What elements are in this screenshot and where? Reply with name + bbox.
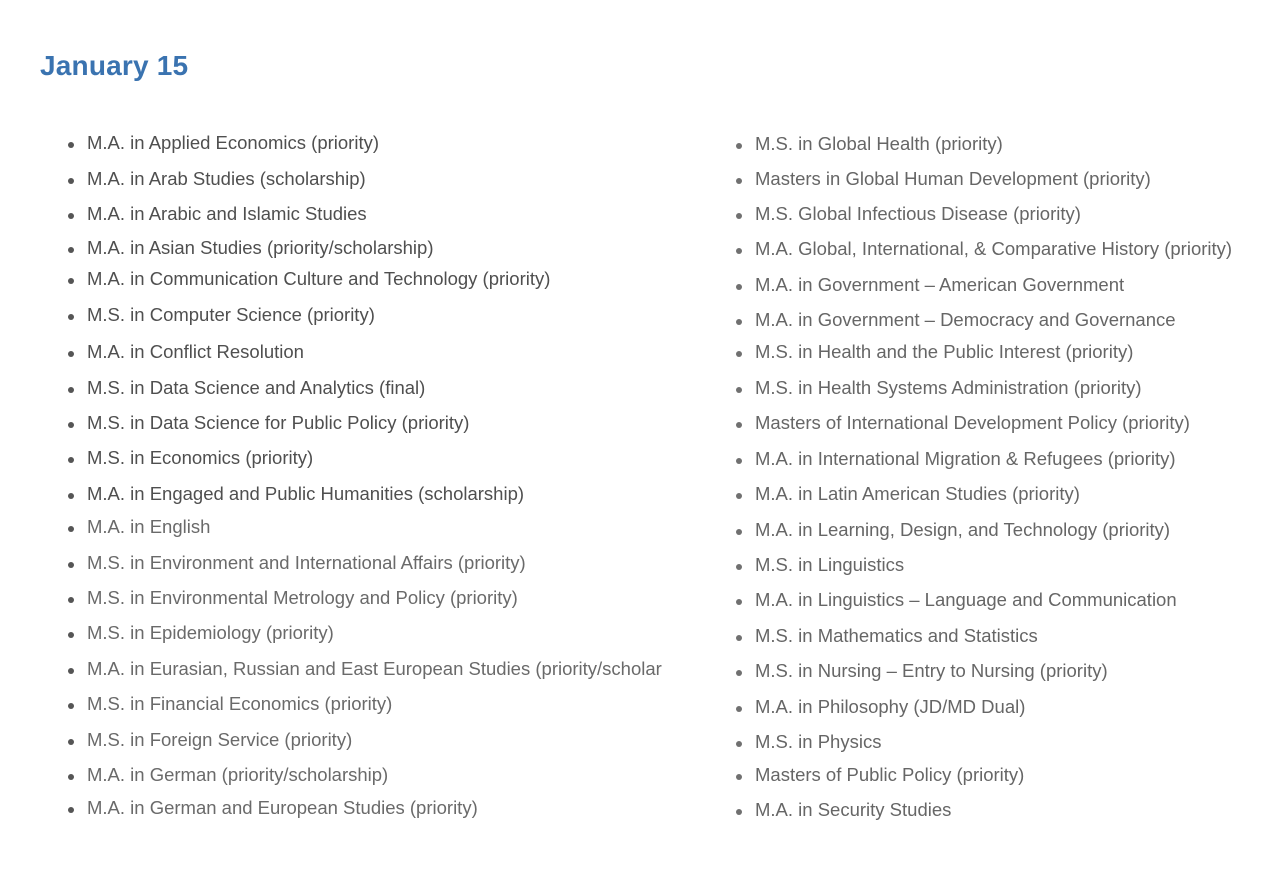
program-label: M.S. in Environmental Metrology and Policy (priority) (87, 587, 518, 608)
bullet-icon (68, 739, 74, 745)
program-list-item (66, 303, 706, 327)
bullet-icon (68, 142, 74, 148)
program-list-item (734, 376, 1274, 400)
program-label: M.S. in Physics (755, 731, 882, 752)
program-label: M.S. in Financial Economics (priority) (87, 693, 393, 714)
program-label: M.S. in Linguistics (755, 554, 905, 575)
program-list-item (66, 586, 706, 610)
program-list-item (66, 763, 706, 787)
program-list-item (66, 482, 706, 506)
program-label: M.S. in Global Health (priority) (755, 133, 1003, 154)
bullet-icon (68, 278, 74, 284)
program-list-item (66, 376, 706, 400)
program-list-item (734, 659, 1274, 683)
program-list-item (734, 202, 1274, 226)
bullet-icon (68, 526, 74, 532)
program-label: M.S. in Data Science and Analytics (final) (87, 377, 426, 398)
bullet-icon (736, 143, 742, 149)
program-label: M.A. in Communication Culture and Technology (priority) (87, 268, 551, 289)
program-list-item (734, 308, 1274, 332)
program-label: M.S. in Epidemiology (priority) (87, 622, 334, 643)
program-list-item (734, 518, 1274, 542)
bullet-icon (68, 703, 74, 709)
program-list-item (734, 132, 1274, 156)
program-list-item (734, 273, 1274, 297)
program-label: M.A. in International Migration & Refugees (priority) (755, 448, 1176, 469)
bullet-icon (68, 387, 74, 393)
program-list-item (66, 131, 706, 155)
program-list-item (734, 763, 1274, 787)
program-list-item (734, 730, 1274, 754)
program-label: Masters in Global Human Development (priority) (755, 168, 1151, 189)
bullet-icon (68, 314, 74, 320)
program-label: M.A. in Philosophy (JD/MD Dual) (755, 696, 1026, 717)
program-label: Masters of International Development Policy (priority) (755, 412, 1190, 433)
bullet-icon (736, 387, 742, 393)
program-list-item (66, 236, 706, 260)
program-label: M.S. in Environment and International Affairs (priority) (87, 552, 526, 573)
bullet-icon (736, 599, 742, 605)
program-label: M.A. in Security Studies (755, 799, 952, 820)
bullet-icon (736, 529, 742, 535)
program-label: M.S. in Nursing – Entry to Nursing (priority) (755, 660, 1108, 681)
program-list-left (66, 131, 706, 820)
program-label: M.S. in Health Systems Administration (priority) (755, 377, 1142, 398)
program-list-item (66, 202, 706, 226)
program-list-item (734, 237, 1274, 261)
bullet-icon (68, 597, 74, 603)
program-label: M.A. in Linguistics – Language and Communication (755, 589, 1177, 610)
bullet-icon (68, 213, 74, 219)
bullet-icon (736, 706, 742, 712)
program-list-item (66, 551, 706, 575)
program-list-right (734, 132, 1274, 822)
bullet-icon (68, 351, 74, 357)
bullet-icon (68, 493, 74, 499)
program-label: M.A. in Government – American Government (755, 274, 1125, 295)
program-label: M.A. in Arabic and Islamic Studies (87, 203, 367, 224)
program-label: M.A. in Eurasian, Russian and East European Studies (priority/scholar (87, 658, 662, 679)
bullet-icon (736, 809, 742, 815)
bullet-icon (68, 774, 74, 780)
bullet-icon (736, 284, 742, 290)
program-list-item (734, 482, 1274, 506)
program-label: Masters of Public Policy (priority) (755, 764, 1025, 785)
program-label: M.S. in Economics (priority) (87, 447, 314, 468)
bullet-icon (68, 562, 74, 568)
program-label: M.A. in Government – Democracy and Governance (755, 309, 1176, 330)
bullet-icon (68, 457, 74, 463)
program-label: M.A. in Applied Economics (priority) (87, 132, 379, 153)
program-list-item (66, 657, 706, 681)
program-list-item (734, 411, 1274, 435)
bullet-icon (736, 493, 742, 499)
bullet-icon (68, 247, 74, 253)
program-list-item (734, 695, 1274, 719)
bullet-icon (68, 422, 74, 428)
program-list-item (66, 167, 706, 191)
program-label: M.A. Global, International, & Comparative History (priority) (755, 238, 1233, 259)
program-label: M.S. in Computer Science (priority) (87, 304, 375, 325)
program-list-item (734, 167, 1274, 191)
program-label: M.S. in Foreign Service (priority) (87, 729, 353, 750)
program-label: M.A. in German and European Studies (priority) (87, 797, 478, 818)
program-list-item (66, 411, 706, 435)
section-heading: January 15 (40, 50, 189, 81)
bullet-icon (736, 670, 742, 676)
program-label: M.S. in Health and the Public Interest (priority) (755, 341, 1134, 362)
program-list-item (66, 340, 706, 364)
bullet-icon (736, 564, 742, 570)
bullet-icon (68, 632, 74, 638)
bullet-icon (68, 178, 74, 184)
program-label: M.A. in German (priority/scholarship) (87, 764, 389, 785)
bullet-icon (736, 635, 742, 641)
program-list-item (66, 446, 706, 470)
program-list-item (734, 798, 1274, 822)
program-label: M.A. in Conflict Resolution (87, 341, 304, 362)
bullet-icon (68, 668, 74, 674)
bullet-icon (736, 248, 742, 254)
program-label: M.A. in Learning, Design, and Technology (priority) (755, 519, 1171, 540)
program-list-item (734, 624, 1274, 648)
bullet-icon (736, 351, 742, 357)
program-label: M.S. in Data Science for Public Policy (priority) (87, 412, 470, 433)
program-list-item (66, 728, 706, 752)
program-list-item (66, 621, 706, 645)
bullet-icon (68, 807, 74, 813)
program-list-item (734, 553, 1274, 577)
program-label: M.A. in Arab Studies (scholarship) (87, 168, 366, 189)
bullet-icon (736, 774, 742, 780)
program-label: M.S. Global Infectious Disease (priority) (755, 203, 1081, 224)
bullet-icon (736, 458, 742, 464)
program-label: M.S. in Mathematics and Statistics (755, 625, 1038, 646)
bullet-icon (736, 319, 742, 325)
program-label: M.A. in Engaged and Public Humanities (scholarship) (87, 483, 525, 504)
bullet-icon (736, 422, 742, 428)
program-list-item (734, 588, 1274, 612)
bullet-icon (736, 741, 742, 747)
program-list-item (66, 692, 706, 716)
program-list-item (734, 340, 1274, 364)
bullet-icon (736, 178, 742, 184)
bullet-icon (736, 213, 742, 219)
program-label: M.A. in Latin American Studies (priority) (755, 483, 1080, 504)
program-list-item (66, 267, 706, 291)
program-label: M.A. in English (87, 516, 211, 537)
program-list-item (66, 796, 706, 820)
program-label: M.A. in Asian Studies (priority/scholarship) (87, 237, 434, 258)
program-list-item (66, 515, 706, 539)
program-list-item (734, 447, 1274, 471)
